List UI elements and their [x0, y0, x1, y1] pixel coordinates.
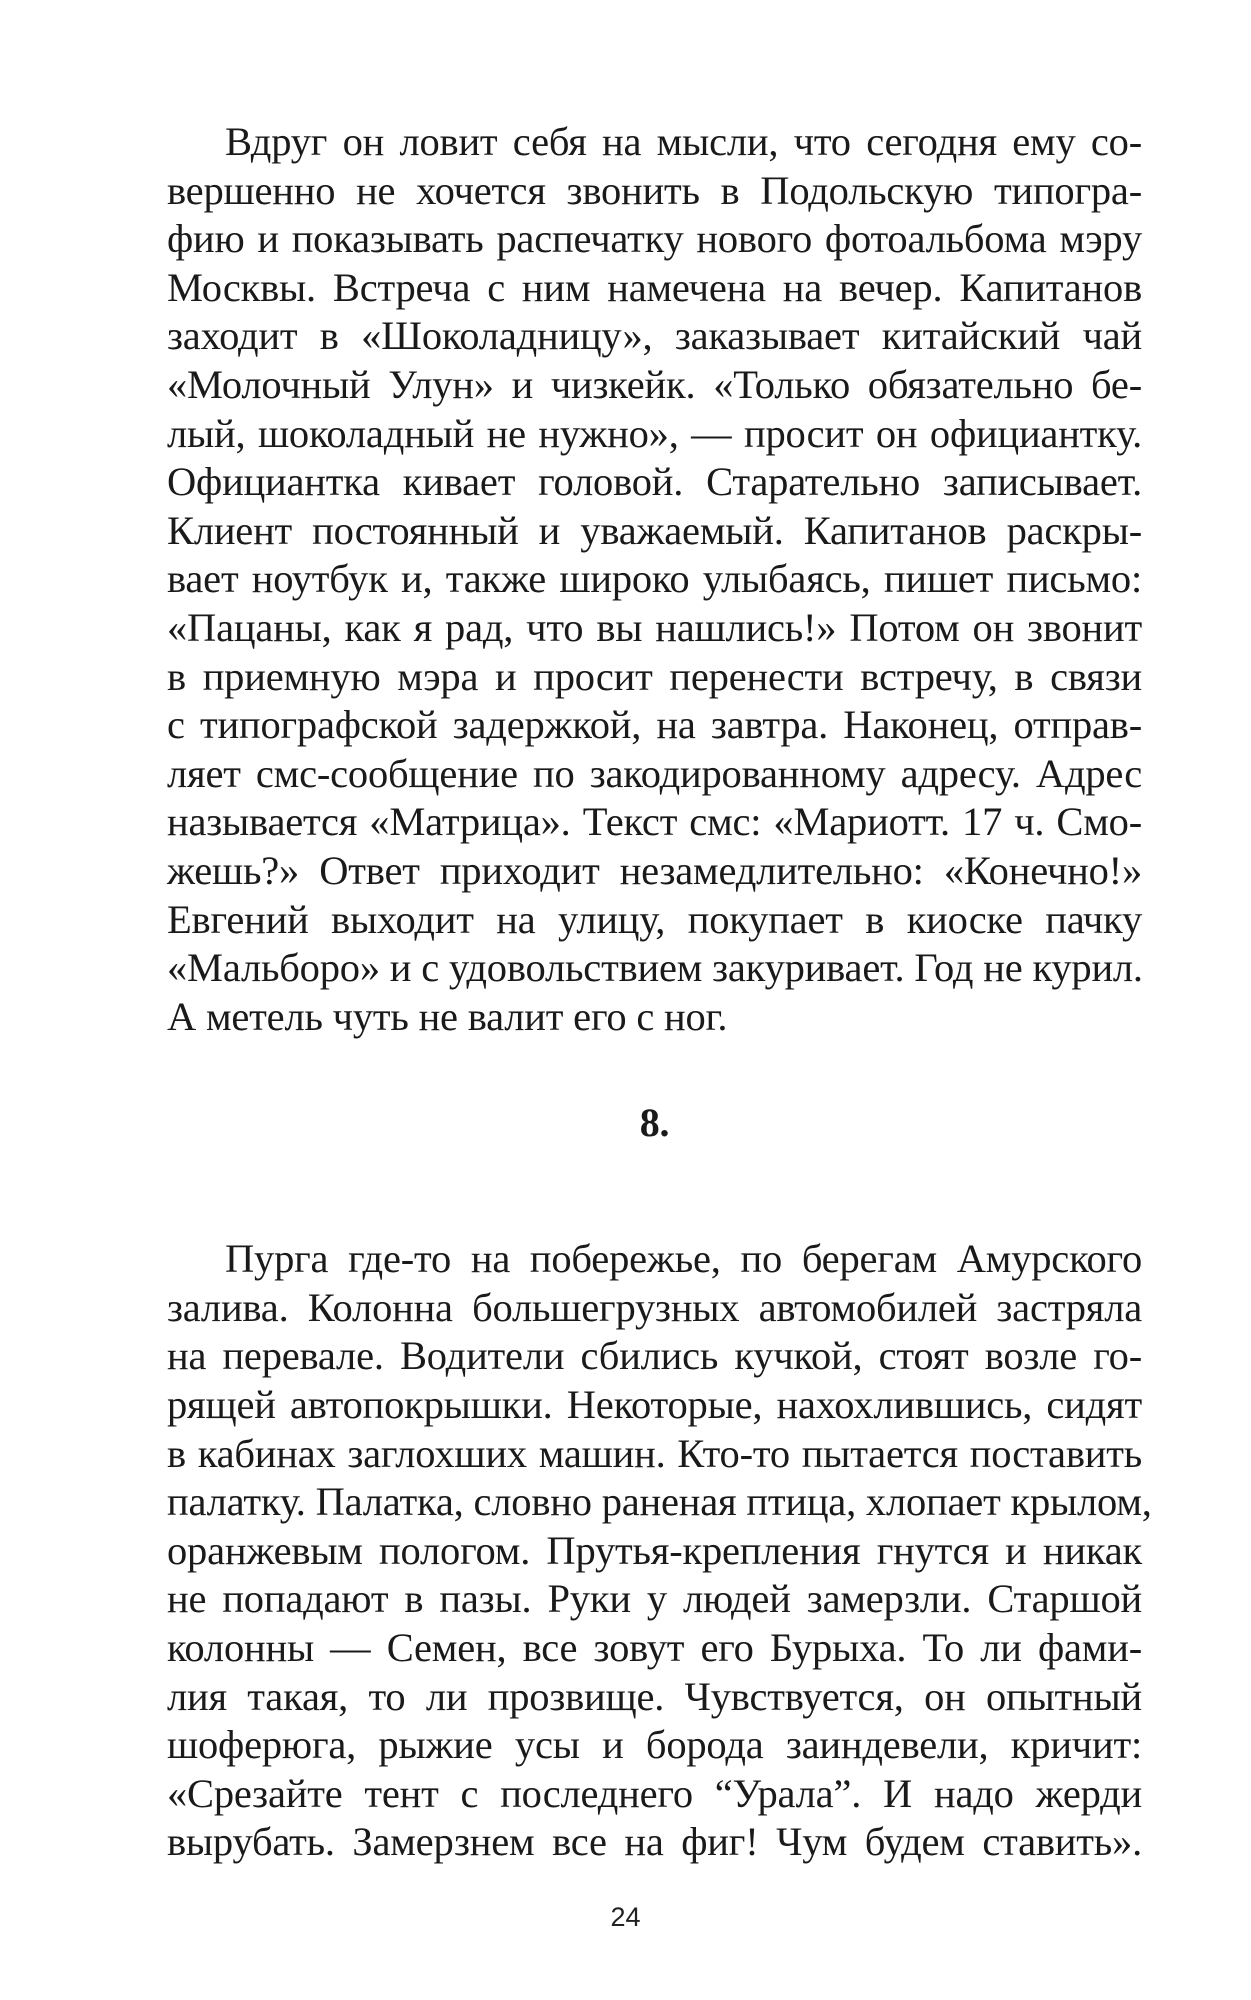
text-line: лый, шоколадный не нужно», — просит он официантку. [167, 410, 1142, 456]
text-line: на перевале. Водители сбились кучкой, стоят возле го- [167, 1333, 1142, 1379]
text-line: заходит в «Шоколадницу», заказывает китайский чай [167, 313, 1142, 359]
text-line: рящей автопокрышки. Некоторые, нахохлившись, сидят [167, 1382, 1142, 1428]
paragraph-1 [167, 118, 1142, 1041]
text-line: колонны — Семен, все зовут его Бурыха. То ли фами- [167, 1625, 1142, 1671]
text-line: шоферюга, рыжие усы и борода заиндевели, кричит: [167, 1722, 1142, 1768]
text-line: вырубать. Замерзнем все на фиг! Чум будем ставить». [167, 1819, 1142, 1865]
text-line: Официантка кивает головой. Старательно записывает. [167, 459, 1142, 505]
text-line: фию и показывать распечатку нового фотоальбома мэру [167, 216, 1142, 262]
text-line: Евгений выходит на улицу, покупает в киоске пачку [167, 896, 1142, 942]
text-line: называется «Матрица». Текст смс: «Мариотт. 17 ч. Смо- [167, 799, 1142, 845]
text-line: жешь?» Ответ приходит незамедлительно: «Конечно!» [167, 847, 1142, 893]
text-line: в кабинах заглохших машин. Кто-то пытается поставить [167, 1430, 1142, 1476]
text-line: Москвы. Встреча с ним намечена на вечер. Капитанов [167, 264, 1142, 310]
text-line: Вдруг он ловит себя на мысли, что сегодня ему со- [225, 119, 1142, 164]
text-line: в приемную мэра и просит перенести встречу, в связи [167, 653, 1142, 699]
text-line: оранжевым пологом. Прутья-крепления гнутся и никак [167, 1527, 1142, 1573]
text-line: «Пацаны, как я рад, что вы нашлись!» Потом он звонит [167, 604, 1142, 650]
text-line: Пурга где-то на побережье, по берегам Амурского [225, 1236, 1142, 1282]
text-line: лия такая, то ли прозвище. Чувствуется, он опытный [167, 1673, 1142, 1719]
text-line: А метель чуть не валит его с ног. [167, 993, 728, 1039]
section-heading: 8. [639, 1100, 670, 1146]
text-line: вершенно не хочется звонить в Подольскую типогра- [167, 167, 1142, 213]
text-line: вает ноутбук и, также широко улыбаясь, пишет письмо: [167, 556, 1142, 602]
paragraph-2 [167, 1235, 1152, 1867]
page-body [167, 118, 1152, 1867]
page-number: 24 [610, 1902, 641, 1932]
text-line: с типографской задержкой, на завтра. Наконец, отправ- [167, 702, 1142, 748]
text-line: ляет смс-сообщение по закодированному адресу. Адрес [167, 750, 1142, 796]
text-line: залива. Колонна большегрузных автомобилей застряла [167, 1284, 1142, 1330]
text-line: Клиент постоянный и уважаемый. Капитанов раскры- [167, 507, 1142, 553]
text-line: «Срезайте тент с последнего “Урала”. И надо жерди [167, 1770, 1142, 1816]
text-line: «Мальборо» и с удовольствием закуривает. Год не курил. [167, 945, 1143, 991]
text-line: «Молочный Улун» и чизкейк. «Только обязательно бе- [167, 361, 1142, 407]
text-line: палатку. Палатка, словно раненая птица, хлопает крылом, [167, 1479, 1152, 1525]
text-line: не попадают в пазы. Руки у людей замерзли. Старшой [167, 1576, 1142, 1622]
